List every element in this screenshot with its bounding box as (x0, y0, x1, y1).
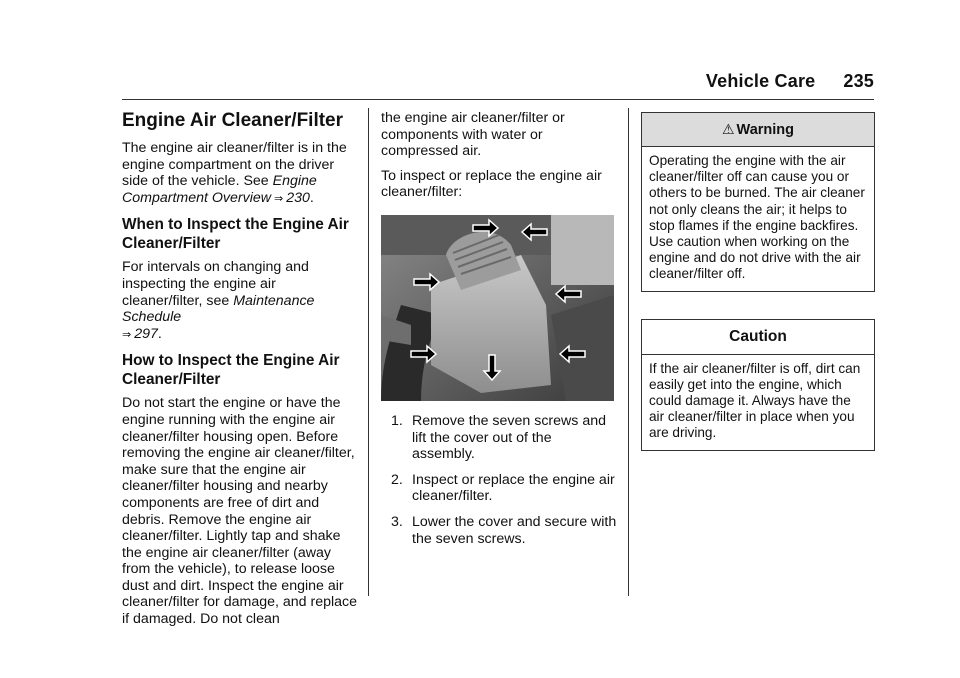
page-header (706, 71, 874, 92)
list-item: 2. Inspect or replace the engine air cleaner/filter. (391, 471, 615, 505)
warning-text: Operating the engine with the air cleaner/filter off can cause you or others to be burned. The air cleaner not only cleans the air; it helps to stop flames if the engine backfires. Use caution when working on the engine and do not drive with the air cleaner/filter off. (649, 153, 865, 282)
page-ref-230[interactable]: ⇒ 230 (271, 190, 310, 206)
caution-box (641, 319, 875, 451)
warning-icon: ⚠ (721, 121, 735, 137)
page-number: 235 (843, 71, 874, 91)
engine-compartment-link[interactable]: Engine Compartment Overview (122, 173, 317, 206)
list-item: 3. Lower the cover and secure with the seven screws. (391, 513, 617, 547)
lead-paragraph: To inspect or replace the engine air cleaner/filter: (381, 167, 602, 201)
section-heading: Engine Air Cleaner/Filter (122, 110, 344, 131)
section-title: Vehicle Care (705, 71, 816, 91)
list-item: 1. Remove the seven screws and lift the cover out of the assembly. (391, 412, 606, 463)
column-1 (122, 110, 358, 636)
page-ref-297[interactable]: ⇒ 297 (119, 326, 158, 342)
caution-text: If the air cleaner/filter is off, dirt can easily get into the engine, which could damage it. Always have the air cleaner/filter in place when you are driving. (649, 360, 861, 441)
air-cleaner-photo (381, 215, 614, 401)
header-rule (122, 99, 874, 100)
steps-list (381, 413, 617, 547)
intro-paragraph: The engine air cleaner/filter is in the engine compartment on the driver side of the vehicle. See Engine Compartment Overview⇒ 230. (122, 140, 358, 207)
column-3 (641, 110, 875, 451)
continued-paragraph: the engine air cleaner/filter or components with water or compressed air. (381, 110, 565, 160)
when-paragraph: For intervals on changing and inspecting the engine air cleaner/filter, see Maintenance Schedule ⇒ 297. (122, 259, 358, 343)
caution-title: Caution (642, 320, 874, 355)
column-divider-1 (368, 108, 369, 596)
maintenance-schedule-link[interactable]: Maintenance Schedule (122, 292, 315, 326)
column-2 (381, 110, 617, 556)
when-heading: When to Inspect the Engine Air Cleaner/Filter (122, 216, 349, 253)
column-divider-2 (628, 108, 629, 596)
how-heading: How to Inspect the Engine Air Cleaner/Filter (122, 352, 340, 389)
how-paragraph: Do not start the engine or have the engine running with the engine air cleaner/filter housing open. Before removing the engine air cleaner/filter, make sure that the engine air cleaner/filter housing and nearby components are free of dirt and debris. Remove the engine air cleaner/filter. Lightly tap and shake the engine air cleaner/filter (away from the vehicle), to release loose dust and dirt. Inspect the engine air cleaner/filter for damage, and replace if damaged. Do not clean (122, 395, 358, 628)
warning-box (641, 112, 875, 292)
warning-title-bar: ⚠ Warning (642, 113, 874, 147)
